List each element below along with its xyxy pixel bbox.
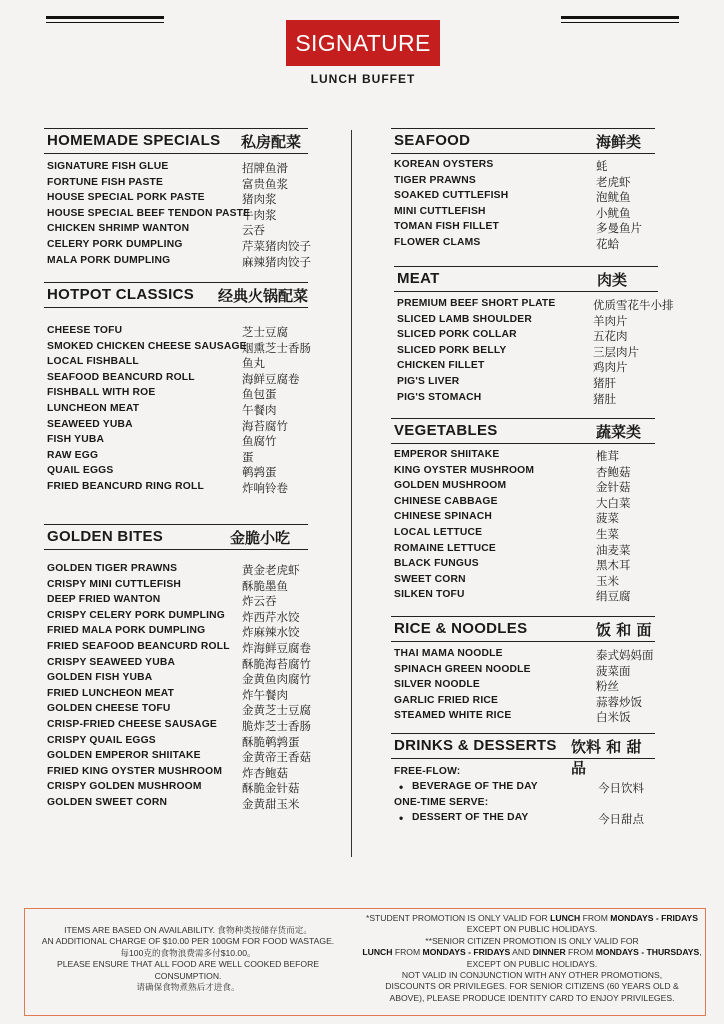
menu-item <box>44 480 344 496</box>
menu-item-en: CHICKEN SHRIMP WANTON <box>47 223 190 235</box>
menu-item-cn: 鸡肉片 <box>593 360 628 375</box>
menu-item-en: LOCAL FISHBALL <box>47 356 139 368</box>
menu-item <box>44 402 344 418</box>
menu-item-cn: 午餐肉 <box>242 402 277 417</box>
menu-item-cn: 炸杏鲍菇 <box>242 765 288 780</box>
section-title-cn: 饭 和 面 <box>596 621 652 639</box>
hotpot-items <box>44 324 344 496</box>
menu-item-cn: 五花肉 <box>593 329 628 344</box>
menu-item <box>44 609 344 625</box>
menu-item-en: STEAMED WHITE RICE <box>394 710 512 722</box>
footer-note: AN ADDITIONAL CHARGE OF $10.00 PER 100GM FOR FOOD WASTAGE. <box>41 936 335 947</box>
menu-item-en: CHINESE CABBAGE <box>394 495 498 507</box>
menu-item-cn: 老虎虾 <box>596 174 631 189</box>
menu-item-en: GARLIC FRIED RICE <box>394 694 499 706</box>
menu-item-en: BLACK FUNGUS <box>394 558 479 570</box>
menu-item <box>391 588 691 604</box>
menu-item-cn: 羊肉片 <box>593 313 628 328</box>
menu-item-en: KOREAN OYSTERS <box>394 159 494 170</box>
menu-item-cn: 菠菜面 <box>596 663 631 678</box>
menu-item <box>44 324 344 340</box>
menu-item <box>391 709 691 725</box>
menu-item-cn: 油麦菜 <box>596 542 631 557</box>
footer-note: ITEMS ARE BASED ON AVAILABILITY. 食物种类按储存货而定。 <box>64 925 312 935</box>
menu-item-en: FRIED KING OYSTER MUSHROOM <box>47 765 223 777</box>
menu-item-cn: 酥脆金针菇 <box>242 781 300 796</box>
menu-item <box>44 687 344 703</box>
menu-item <box>394 313 694 329</box>
menu-item-cn: 牛肉浆 <box>242 207 277 222</box>
menu-item <box>44 734 344 750</box>
menu-item <box>44 624 344 640</box>
menu-item-cn: 生菜 <box>596 526 619 541</box>
menu-item <box>44 671 344 687</box>
section-title-en: SEAFOOD <box>394 132 471 149</box>
menu-item-cn: 花蛤 <box>596 236 619 251</box>
menu-item <box>391 464 691 480</box>
menu-item <box>394 391 694 407</box>
menu-item-cn: 猪肝 <box>593 375 616 390</box>
menu-item-cn: 粉丝 <box>596 679 619 694</box>
menu-subtitle: LUNCH BUFFET <box>310 72 416 86</box>
section-rice-noodles <box>391 616 655 642</box>
menu-item <box>391 448 691 464</box>
menu-item <box>394 344 694 360</box>
section-vegetables <box>391 418 655 444</box>
menu-item <box>44 254 344 270</box>
menu-item-cn: 鱼丸 <box>242 356 265 371</box>
menu-item-en: FISHBALL WITH ROE <box>47 387 156 399</box>
menu-item-en: PIG'S STOMACH <box>397 391 482 403</box>
menu-item-en: GOLDEN TIGER PRAWNS <box>47 563 178 574</box>
menu-item-cn: 炸云吞 <box>242 594 277 609</box>
menu-item-cn: 炸麻辣水饺 <box>242 625 300 640</box>
seafood-items <box>391 158 691 252</box>
menu-item <box>391 189 691 205</box>
menu-item-en: FRIED LUNCHEON MEAT <box>47 687 175 699</box>
column-divider <box>351 130 352 857</box>
menu-item <box>391 573 691 589</box>
vegetables-items <box>391 448 691 604</box>
section-header <box>391 418 655 444</box>
menu-item-cn: 酥脆鹌鹑蛋 <box>242 734 300 749</box>
menu-item-en: MALA PORK DUMPLING <box>47 254 171 266</box>
section-header <box>44 282 308 308</box>
menu-item-cn: 蛋 <box>242 449 254 464</box>
menu-item-en: SMOKED CHICKEN CHEESE SAUSAGE <box>47 340 247 352</box>
section-header <box>391 616 655 642</box>
menu-item <box>44 780 344 796</box>
menu-item-cn: 蒜蓉炒饭 <box>596 694 642 709</box>
menu-item <box>44 562 344 578</box>
menu-item <box>44 593 344 609</box>
menu-item-en: RAW EGG <box>47 449 99 461</box>
menu-item <box>44 176 344 192</box>
menu-item-en: PIG'S LIVER <box>397 375 460 387</box>
menu-item-cn: 云吞 <box>242 223 265 238</box>
menu-item-en: SPINACH GREEN NOODLE <box>394 663 531 675</box>
menu-item <box>391 663 691 679</box>
menu-item-cn: 小鱿鱼 <box>596 205 631 220</box>
menu-item-en: FLOWER CLAMS <box>394 236 481 248</box>
menu-item <box>44 578 344 594</box>
menu-item-cn: 脆炸芝士香肠 <box>242 718 311 733</box>
menu-item <box>44 749 344 765</box>
menu-item-en: SEAWEED YUBA <box>47 418 133 430</box>
menu-item <box>394 297 694 313</box>
menu-item-cn: 海鲜豆腐卷 <box>242 371 300 386</box>
menu-item <box>44 222 344 238</box>
menu-item-en: LUNCHEON MEAT <box>47 402 140 414</box>
menu-item-en: THAI MAMA NOODLE <box>394 648 503 659</box>
section-title-cn: 海鲜类 <box>596 133 642 151</box>
menu-item-cn: 富贵鱼浆 <box>242 176 288 191</box>
menu-item-cn: 金黄甜玉米 <box>242 796 300 811</box>
menu-item-cn: 优质雪花牛小排 <box>593 298 674 312</box>
menu-item <box>391 510 691 526</box>
menu-item-cn: 酥脆墨鱼 <box>242 578 288 593</box>
menu-item-cn: 金黄鱼肉腐竹 <box>242 672 311 687</box>
menu-item-cn: 炸海鲜豆腐卷 <box>242 640 311 655</box>
menu-item-en: KING OYSTER MUSHROOM <box>394 464 535 476</box>
section-title-cn: 经典火锅配菜 <box>218 287 309 305</box>
section-golden-bites <box>44 524 308 550</box>
menu-item-en: LOCAL LETTUCE <box>394 526 483 538</box>
menu-item-en: CRISPY QUAIL EGGS <box>47 734 156 746</box>
menu-item <box>391 678 691 694</box>
menu-item-cn: 鱼腐竹 <box>242 434 277 449</box>
section-header <box>394 266 658 292</box>
menu-item-en: FRIED SEAFOOD BEANCURD ROLL <box>47 640 230 652</box>
section-title-en: HOMEMADE SPECIALS <box>47 132 221 149</box>
dessert-item-cn: 今日甜点 <box>598 812 644 826</box>
menu-item-cn: 泰式妈妈面 <box>596 648 654 662</box>
menu-item-cn: 菠菜 <box>596 511 619 526</box>
footer-note: PLEASE ENSURE THAT ALL FOOD ARE WELL COOKED BEFORE <box>56 959 320 970</box>
menu-item-en: MINI CUTTLEFISH <box>394 205 486 217</box>
footer-right-promotions <box>361 913 703 1004</box>
menu-item <box>44 418 344 434</box>
menu-item-en: PREMIUM BEEF SHORT PLATE <box>397 298 556 309</box>
menu-item-en: CRISPY GOLDEN MUSHROOM <box>47 781 202 793</box>
menu-item <box>44 449 344 465</box>
menu-item-cn: 猪肚 <box>593 391 616 406</box>
menu-item-en: ROMAINE LETTUCE <box>394 542 496 554</box>
menu-item-en: HOUSE SPECIAL PORK PASTE <box>47 192 205 204</box>
footer-note: NOT VALID IN CONJUNCTION WITH ANY OTHER PROMOTIONS, <box>401 970 663 981</box>
menu-item-cn: 金黄帝王香菇 <box>242 750 311 765</box>
menu-item-cn: 招牌鱼滑 <box>242 161 288 175</box>
menu-item-cn: 白米饭 <box>596 710 631 725</box>
section-title-cn: 金脆小吃 <box>230 529 291 547</box>
section-title-en: DRINKS & DESSERTS <box>394 737 557 754</box>
menu-item-cn: 椎茸 <box>596 449 619 463</box>
menu-item-cn: 绢豆腐 <box>596 589 631 604</box>
homemade-items <box>44 160 344 269</box>
menu-item-cn: 金针菇 <box>596 480 631 495</box>
menu-item <box>394 375 694 391</box>
menu-item <box>44 765 344 781</box>
menu-item-en: CELERY PORK DUMPLING <box>47 238 183 250</box>
menu-item-cn: 烟熏芝士香肠 <box>242 340 311 355</box>
section-title-en: MEAT <box>397 270 440 287</box>
rice-items <box>391 647 691 725</box>
menu-item-en: CHICKEN FILLET <box>397 360 485 372</box>
footer-note: ABOVE), PLEASE PRODUCE IDENTITY CARD TO ENJOY PRIVILEGES. <box>389 992 675 1003</box>
menu-item <box>44 656 344 672</box>
footer-note: CONSUMPTION. <box>154 970 222 981</box>
menu-item <box>391 557 691 573</box>
menu-item-en: FORTUNE FISH PASTE <box>47 176 164 188</box>
section-meat <box>394 266 658 292</box>
menu-item <box>391 694 691 710</box>
menu-item-en: CRISP-FRIED CHEESE SAUSAGE <box>47 718 217 730</box>
section-title-en: GOLDEN BITES <box>47 528 164 545</box>
footer-note: DISCOUNTS OR PRIVILEGES. FOR SENIOR CITIZENS (60 YEARS OLD & <box>385 981 679 992</box>
menu-item-en: SLICED PORK BELLY <box>397 344 507 356</box>
section-title-cn: 蔬菜类 <box>596 423 642 441</box>
menu-item <box>44 371 344 387</box>
menu-item-en: FISH YUBA <box>47 434 105 446</box>
menu-item-cn: 海苔腐竹 <box>242 418 288 433</box>
student-promo-note: *STUDENT PROMOTION IS ONLY VALID FOR LUNCH FROM MONDAYS - FRIDAYS EXCEPT ON PUBLIC HOLIDAYS. <box>365 913 698 935</box>
menu-item <box>391 220 691 236</box>
menu-item-en: CRISPY CELERY PORK DUMPLING <box>47 609 225 621</box>
section-title-en: VEGETABLES <box>394 422 498 439</box>
footer-note: 请确保食物煮熟后才进食。 <box>136 982 240 993</box>
menu-item-cn: 炸响铃卷 <box>242 480 288 495</box>
menu-item-cn: 鹌鹑蛋 <box>242 465 277 480</box>
menu-item <box>44 340 344 356</box>
menu-item-cn: 蚝 <box>596 159 608 173</box>
menu-item-en: SILVER NOODLE <box>394 679 480 691</box>
menu-item <box>391 495 691 511</box>
menu-item-cn: 芝士豆腐 <box>242 325 288 339</box>
menu-item <box>391 542 691 558</box>
menu-item-en: GOLDEN CHEESE TOFU <box>47 703 171 715</box>
menu-item-cn: 金黄芝士豆腐 <box>242 703 311 718</box>
menu-item-en: QUAIL EGGS <box>47 465 114 477</box>
menu-item <box>44 718 344 734</box>
menu-item <box>44 702 344 718</box>
menu-item-en: DEEP FRIED WANTON <box>47 594 161 606</box>
menu-item-cn: 芹菜猪肉饺子 <box>242 238 311 253</box>
menu-item-cn: 麻辣猪肉饺子 <box>242 254 311 269</box>
senior-promo-note: **SENIOR CITIZEN PROMOTION IS ONLY VALID FOR LUNCH FROM MONDAYS - FRIDAYS AND DINNER FROM MONDAYS - THURSDAYS, EXCEPT ON PUBLIC HOLIDAYS. <box>362 935 702 969</box>
section-header <box>44 128 308 154</box>
menu-item <box>44 640 344 656</box>
section-homemade-specials <box>44 128 308 154</box>
top-rule-left <box>46 16 164 19</box>
menu-item <box>44 464 344 480</box>
top-rule-left-thin <box>46 22 164 23</box>
menu-item-cn: 炸西芹水饺 <box>242 609 300 624</box>
menu-item <box>44 355 344 371</box>
menu-item-en: CHINESE SPINACH <box>394 511 492 523</box>
menu-item-cn: 杏鲍菇 <box>596 464 631 479</box>
section-header <box>44 524 308 550</box>
top-rule-right <box>561 16 679 19</box>
one-time-serve-label: ONE-TIME SERVE: <box>394 797 489 808</box>
menu-item-en: SOAKED CUTTLEFISH <box>394 190 509 202</box>
footer-notice-box <box>24 908 706 1016</box>
menu-item <box>394 328 694 344</box>
section-title-en: RICE & NOODLES <box>394 620 528 637</box>
menu-item-en: CHEESE TOFU <box>47 325 123 336</box>
menu-item-cn: 鱼包蛋 <box>242 387 277 402</box>
menu-item <box>391 479 691 495</box>
menu-item-en: CRISPY MINI CUTTLEFISH <box>47 578 182 590</box>
menu-item-cn: 多曼鱼片 <box>596 221 642 236</box>
menu-item-cn: 黄金老虎虾 <box>242 563 300 577</box>
menu-item <box>394 359 694 375</box>
golden-items <box>44 562 344 812</box>
footer-note: 每100克的食物浪费需多付$10.00。 <box>120 947 256 958</box>
beverage-item-cn: 今日饮料 <box>598 781 644 795</box>
menu-item <box>44 191 344 207</box>
section-title-cn: 私房配菜 <box>241 133 302 151</box>
beverage-item: • BEVERAGE OF THE DAY <box>412 781 538 792</box>
menu-item-en: HOUSE SPECIAL BEEF TENDON PASTE <box>47 207 251 219</box>
menu-item-cn: 酥脆海苔腐竹 <box>242 656 311 671</box>
menu-item <box>391 526 691 542</box>
menu-item-en: TIGER PRAWNS <box>394 174 476 186</box>
menu-item-en: SLICED PORK COLLAR <box>397 329 517 341</box>
menu-item-en: GOLDEN EMPEROR SHIITAKE <box>47 750 201 762</box>
menu-item-cn: 三层肉片 <box>593 344 639 359</box>
menu-item-en: SILKEN TOFU <box>394 589 465 601</box>
menu-item-en: FRIED BEANCURD RING ROLL <box>47 480 204 492</box>
menu-item-en: SWEET CORN <box>394 573 466 585</box>
top-rule-right-thin <box>561 22 679 23</box>
menu-item <box>391 236 691 252</box>
meat-items <box>394 297 694 406</box>
menu-item <box>44 207 344 223</box>
section-title-cn: 饮料 和 甜品 <box>571 738 642 777</box>
section-title-en: HOTPOT CLASSICS <box>47 286 195 303</box>
free-flow-label: FREE-FLOW: <box>394 766 461 777</box>
menu-item <box>44 796 344 812</box>
menu-item-en: SLICED LAMB SHOULDER <box>397 313 532 325</box>
menu-item <box>391 647 691 663</box>
dessert-item: • DESSERT OF THE DAY <box>412 812 529 823</box>
menu-item-cn: 泡鱿鱼 <box>596 190 631 205</box>
menu-item <box>44 433 344 449</box>
menu-item <box>44 160 344 176</box>
footer-left-notes <box>27 925 349 993</box>
menu-item-en: FRIED MALA PORK DUMPLING <box>47 625 206 637</box>
section-hotpot-classics <box>44 282 308 308</box>
menu-item-en: GOLDEN FISH YUBA <box>47 672 153 684</box>
menu-item-en: GOLDEN MUSHROOM <box>394 480 507 492</box>
menu-item <box>391 174 691 190</box>
menu-item-en: SEAFOOD BEANCURD ROLL <box>47 371 195 383</box>
menu-item-cn: 猪肉浆 <box>242 192 277 207</box>
menu-item-cn: 黑木耳 <box>596 558 631 573</box>
menu-item-en: GOLDEN SWEET CORN <box>47 796 168 808</box>
menu-item <box>391 158 691 174</box>
section-seafood <box>391 128 655 154</box>
menu-item <box>44 386 344 402</box>
menu-item <box>391 205 691 221</box>
menu-item <box>44 238 344 254</box>
menu-item-cn: 大白菜 <box>596 495 631 510</box>
menu-item-en: CRISPY SEAWEED YUBA <box>47 656 176 668</box>
menu-item-en: SIGNATURE FISH GLUE <box>47 161 169 172</box>
section-header <box>391 128 655 154</box>
menu-item-cn: 玉米 <box>596 573 619 588</box>
menu-title: SIGNATURE <box>286 20 440 66</box>
menu-item-cn: 炸午餐肉 <box>242 687 288 702</box>
menu-item-en: EMPEROR SHIITAKE <box>394 449 500 460</box>
menu-item-en: TOMAN FISH FILLET <box>394 221 500 233</box>
section-title-cn: 肉类 <box>597 271 628 289</box>
